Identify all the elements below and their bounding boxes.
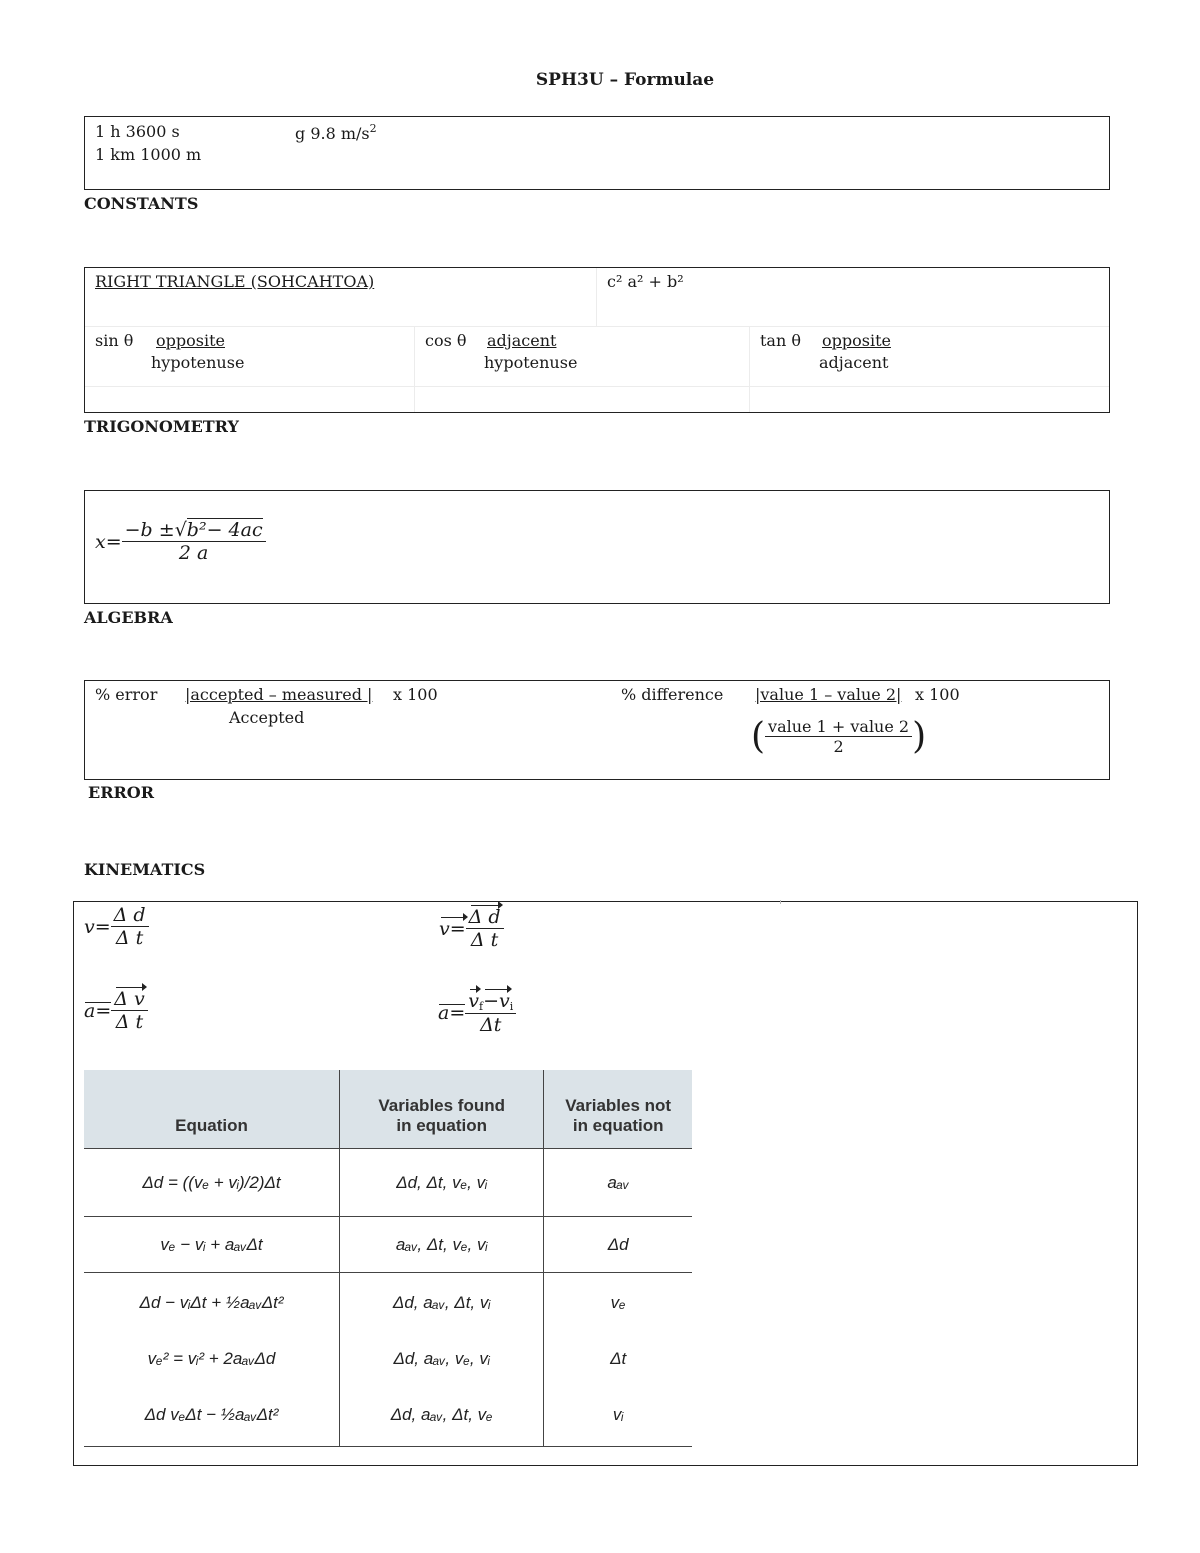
sin-numerator: opposite [156, 331, 225, 350]
kinematics-label: KINEMATICS [84, 860, 206, 879]
error-box [84, 680, 1110, 780]
sin-denominator: hypotenuse [151, 353, 245, 372]
percent-difference-label: % difference [621, 685, 724, 704]
equation-cell: vₑ² = vᵢ² + 2aₐᵥΔd [84, 1333, 340, 1385]
average-acceleration-formula: a= $\frac{\text{Δ v}}{\text{Δ t}}$ [84, 988, 148, 1033]
variables-not-cell: aₐᵥ [544, 1149, 692, 1217]
percent-error-multiplier: x 100 [393, 685, 438, 704]
sin-label: sin θ [95, 331, 134, 350]
percent-error-numerator: |accepted – measured | [185, 685, 373, 704]
constant-hour: 1 h 3600 s [95, 122, 180, 141]
tan-denominator: adjacent [819, 353, 889, 372]
header-variables-not: Variables not in equation [544, 1070, 692, 1149]
trigonometry-box [84, 267, 1110, 413]
percent-error-label: % error [95, 685, 158, 704]
velocity-formula: v= $\frac{\text{Δ d}}{\text{Δ t}}$ [439, 906, 504, 951]
pythagorean-formula: c² a² + b² [607, 272, 684, 291]
equation-cell: Δd = ((vₑ + vᵢ)/2)Δt [84, 1149, 340, 1217]
constant-km: 1 km 1000 m [95, 145, 202, 164]
error-label: ERROR [88, 783, 155, 802]
variables-not-cell: Δd [544, 1217, 692, 1273]
header-variables-found: Variables found in equation [340, 1070, 544, 1149]
variables-found-cell: Δd, aₐᵥ, vₑ, vᵢ [340, 1333, 544, 1385]
percent-difference-numerator: |value 1 – value 2| [755, 685, 902, 704]
page-title: SPH3U – Formulae [535, 70, 715, 90]
table-row [84, 1217, 692, 1273]
cos-label: cos θ [425, 331, 467, 350]
variables-not-cell: vₑ [544, 1273, 692, 1333]
variables-found-cell: Δd, aₐᵥ, Δt, vᵢ [340, 1273, 544, 1333]
header-equation: Equation [84, 1070, 340, 1149]
constants-label: CONSTANTS [84, 194, 199, 213]
constants-box [84, 116, 1110, 190]
table-row [84, 1149, 692, 1217]
trigonometry-label: TRIGONOMETRY [84, 417, 239, 436]
percent-difference-denominator: ( $\frac{\text{value 1 + value 2}}{2}$ ) [751, 715, 927, 757]
percent-difference-multiplier: x 100 [915, 685, 960, 704]
speed-formula: v= $\frac{\text{Δ d}}{\text{Δ t}}$ [84, 904, 149, 949]
quadratic-formula: x= $\frac{\text{−b ±√b²− 4ac}}{2 a}$ [95, 519, 266, 564]
tan-label: tan θ [760, 331, 801, 350]
variables-found-cell: aₐᵥ, Δt, vₑ, vᵢ [340, 1217, 544, 1273]
variables-found-cell: Δd, aₐᵥ, Δt, vₑ [340, 1385, 544, 1447]
variables-not-cell: vᵢ [612, 1405, 624, 1425]
table-row [84, 1385, 692, 1447]
table-row [84, 1333, 692, 1385]
equation-cell: vₑ − vᵢ + aₐᵥΔt [84, 1217, 340, 1273]
equation-cell: Δd − vᵢΔt + ½aₐᵥΔt² [84, 1273, 340, 1333]
algebra-box [84, 490, 1110, 604]
cos-denominator: hypotenuse [484, 353, 578, 372]
table-row [84, 1273, 692, 1333]
cos-numerator: adjacent [487, 331, 557, 350]
right-triangle-heading: RIGHT TRIANGLE (SOHCAHTOA) [95, 272, 375, 291]
tan-numerator: opposite [822, 331, 891, 350]
acceleration-formula: a= $\frac{v_f-v_i}{\Delta t}$ [438, 990, 516, 1036]
variables-not-cell: Δt [610, 1348, 627, 1368]
equation-cell: Δd vₑΔt − ½aₐᵥΔt² [84, 1385, 340, 1447]
kinematics-equations-table [84, 1070, 692, 1447]
percent-error-denominator: Accepted [229, 708, 305, 727]
variables-found-cell: Δd, Δt, vₑ, vᵢ [340, 1149, 544, 1217]
algebra-label: ALGEBRA [84, 608, 173, 627]
constant-gravity: g 9.8 $m/s^2$ [295, 122, 377, 143]
